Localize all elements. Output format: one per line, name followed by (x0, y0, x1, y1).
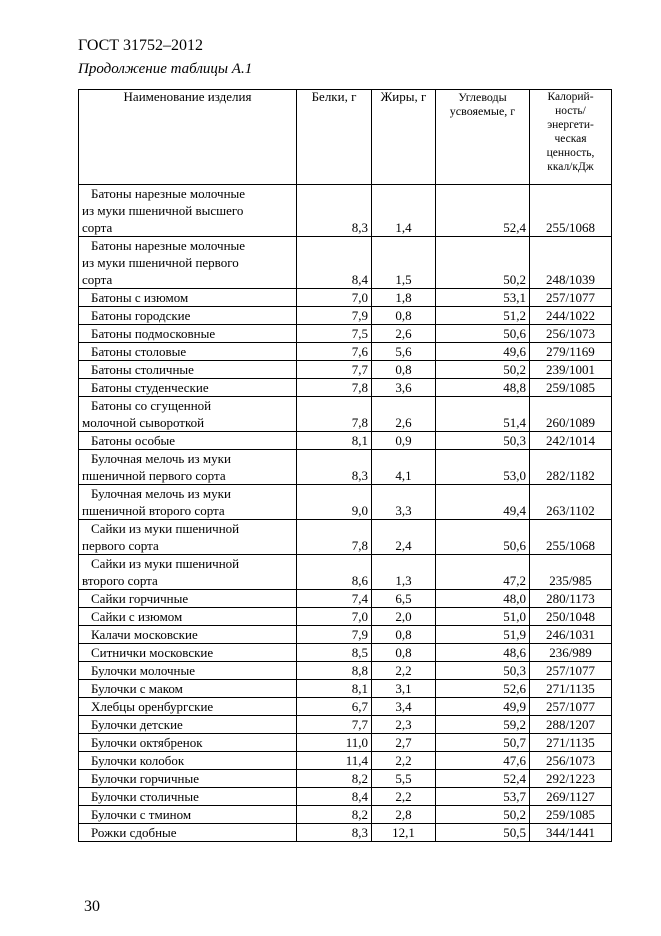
fat-cell: 0,8 (372, 307, 436, 325)
product-name-line: сорта (82, 272, 113, 287)
product-name-line: Батоны городские (91, 308, 191, 323)
table-row (79, 662, 612, 680)
protein-cell: 7,8 (297, 397, 372, 432)
calories-cell: 246/1031 (530, 626, 612, 644)
fat-cell: 1,4 (372, 185, 436, 237)
table-row (79, 485, 612, 520)
protein-cell: 6,7 (297, 698, 372, 716)
calories-cell: 292/1223 (530, 770, 612, 788)
product-name-cell (79, 325, 297, 343)
table-header-row (79, 90, 612, 185)
calories-cell: 344/1441 (530, 824, 612, 842)
table-row (79, 185, 612, 237)
product-name-cell (79, 520, 297, 555)
fat-cell: 2,0 (372, 608, 436, 626)
table-row (79, 644, 612, 662)
carbs-cell: 48,6 (436, 644, 530, 662)
carbs-cell: 48,0 (436, 590, 530, 608)
table-row (79, 806, 612, 824)
fat-cell: 2,7 (372, 734, 436, 752)
protein-cell: 7,7 (297, 716, 372, 734)
product-name-line: Батоны с изюмом (91, 290, 189, 305)
calories-cell: 248/1039 (530, 237, 612, 289)
table-row (79, 608, 612, 626)
product-name-line: Булочки октябренок (91, 735, 203, 750)
protein-cell: 7,6 (297, 343, 372, 361)
table-row (79, 361, 612, 379)
column-header-carbs: Углеводы усвояемые, г (436, 90, 530, 185)
product-name-line: Хлебцы оренбургские (91, 699, 214, 714)
product-name-line: Батоны столовые (91, 344, 187, 359)
fat-cell: 3,1 (372, 680, 436, 698)
product-name-cell (79, 307, 297, 325)
table-row (79, 432, 612, 450)
table-row (79, 343, 612, 361)
protein-cell: 7,9 (297, 626, 372, 644)
protein-cell: 7,0 (297, 289, 372, 307)
product-name-line: Батоны подмосковные (91, 326, 216, 341)
product-name-line: Батоны нарезные молочные (91, 238, 246, 253)
fat-cell: 1,8 (372, 289, 436, 307)
carbs-cell: 50,2 (436, 237, 530, 289)
product-name-cell (79, 752, 297, 770)
table-row (79, 716, 612, 734)
fat-cell: 1,3 (372, 555, 436, 590)
table-row (79, 325, 612, 343)
carbs-cell: 50,3 (436, 662, 530, 680)
carbs-cell: 50,2 (436, 806, 530, 824)
calories-cell: 255/1068 (530, 520, 612, 555)
table-row (79, 734, 612, 752)
product-name-line: Сайки горчичные (91, 591, 189, 606)
calories-cell: 250/1048 (530, 608, 612, 626)
product-name-line: Батоны особые (91, 433, 176, 448)
column-header-calories: Калорий-ность/ энергети-ческая ценность, ккал/кДж (530, 90, 612, 185)
product-name-cell (79, 485, 297, 520)
carbs-cell: 49,6 (436, 343, 530, 361)
carbs-cell: 50,3 (436, 432, 530, 450)
product-name-cell (79, 662, 297, 680)
protein-cell: 7,9 (297, 307, 372, 325)
product-name-cell (79, 289, 297, 307)
fat-cell: 2,2 (372, 752, 436, 770)
protein-cell: 11,0 (297, 734, 372, 752)
fat-cell: 5,5 (372, 770, 436, 788)
protein-cell: 8,1 (297, 680, 372, 698)
protein-cell: 8,3 (297, 824, 372, 842)
calories-cell: 257/1077 (530, 289, 612, 307)
nutrition-table (78, 89, 612, 842)
table-row (79, 237, 612, 289)
carbs-cell: 50,2 (436, 361, 530, 379)
carbs-cell: 49,9 (436, 698, 530, 716)
table-row (79, 698, 612, 716)
calories-cell: 269/1127 (530, 788, 612, 806)
protein-cell: 7,7 (297, 361, 372, 379)
product-name-cell (79, 644, 297, 662)
protein-cell: 7,5 (297, 325, 372, 343)
fat-cell: 3,4 (372, 698, 436, 716)
product-name-cell (79, 680, 297, 698)
fat-cell: 2,3 (372, 716, 436, 734)
fat-cell: 2,6 (372, 325, 436, 343)
page-number: 30 (84, 898, 100, 915)
fat-cell: 0,9 (372, 432, 436, 450)
carbs-cell: 53,7 (436, 788, 530, 806)
protein-cell: 8,5 (297, 644, 372, 662)
fat-cell: 0,8 (372, 361, 436, 379)
protein-cell: 8,2 (297, 770, 372, 788)
fat-cell: 2,4 (372, 520, 436, 555)
product-name-line: Рожки сдобные (91, 825, 177, 840)
product-name-cell (79, 626, 297, 644)
product-name-line: Батоны со сгущенной (91, 398, 212, 413)
table-row (79, 770, 612, 788)
product-name-line: сорта (82, 220, 113, 235)
table-row (79, 752, 612, 770)
product-name-line: второго сорта (82, 573, 158, 588)
product-name-line: Булочки детские (91, 717, 183, 732)
product-name-line: Булочки молочные (91, 663, 195, 678)
table-row (79, 590, 612, 608)
carbs-cell: 47,2 (436, 555, 530, 590)
calories-cell: 255/1068 (530, 185, 612, 237)
calories-cell: 242/1014 (530, 432, 612, 450)
calories-cell: 244/1022 (530, 307, 612, 325)
fat-cell: 0,8 (372, 644, 436, 662)
protein-cell: 9,0 (297, 485, 372, 520)
product-name-line: Батоны столичные (91, 362, 194, 377)
carbs-cell: 52,6 (436, 680, 530, 698)
carbs-cell: 59,2 (436, 716, 530, 734)
product-name-line: Булочки с тмином (91, 807, 192, 822)
column-header-name: Наименование изделия (79, 90, 297, 185)
carbs-cell: 51,9 (436, 626, 530, 644)
table-row (79, 788, 612, 806)
protein-cell: 7,8 (297, 379, 372, 397)
calories-cell: 257/1077 (530, 698, 612, 716)
protein-cell: 8,6 (297, 555, 372, 590)
table-row (79, 450, 612, 485)
protein-cell: 8,2 (297, 806, 372, 824)
protein-cell: 7,4 (297, 590, 372, 608)
calories-cell: 288/1207 (530, 716, 612, 734)
protein-cell: 8,1 (297, 432, 372, 450)
protein-cell: 8,4 (297, 237, 372, 289)
product-name-line: Батоны нарезные молочные (91, 186, 246, 201)
table-row (79, 397, 612, 432)
carbs-cell: 50,6 (436, 325, 530, 343)
table-row (79, 379, 612, 397)
calories-cell: 263/1102 (530, 485, 612, 520)
product-name-line: из муки пшеничной высшего (82, 203, 244, 218)
product-name-line: Ситнички московские (91, 645, 214, 660)
product-name-line: Сайки из муки пшеничной (91, 521, 240, 536)
carbs-cell: 51,2 (436, 307, 530, 325)
product-name-line: Калачи московские (91, 627, 198, 642)
fat-cell: 1,5 (372, 237, 436, 289)
product-name-cell (79, 450, 297, 485)
product-name-line: Булочки колобок (91, 753, 185, 768)
product-name-cell (79, 397, 297, 432)
product-name-cell (79, 237, 297, 289)
product-name-cell (79, 379, 297, 397)
fat-cell: 5,6 (372, 343, 436, 361)
table-row (79, 520, 612, 555)
fat-cell: 4,1 (372, 450, 436, 485)
table-row (79, 680, 612, 698)
calories-cell: 282/1182 (530, 450, 612, 485)
product-name-line: Булочки столичные (91, 789, 199, 804)
product-name-cell (79, 734, 297, 752)
fat-cell: 6,5 (372, 590, 436, 608)
product-name-cell (79, 343, 297, 361)
calories-cell: 271/1135 (530, 734, 612, 752)
calories-cell: 257/1077 (530, 662, 612, 680)
carbs-cell: 52,4 (436, 185, 530, 237)
protein-cell: 7,8 (297, 520, 372, 555)
fat-cell: 2,2 (372, 662, 436, 680)
product-name-cell (79, 608, 297, 626)
carbs-cell: 53,1 (436, 289, 530, 307)
product-name-line: Булочки с маком (91, 681, 183, 696)
product-name-line: Булочная мелочь из муки (91, 451, 231, 466)
product-name-line: пшеничной первого сорта (82, 468, 226, 483)
fat-cell: 2,6 (372, 397, 436, 432)
table-row (79, 824, 612, 842)
product-name-line: Сайки с изюмом (91, 609, 183, 624)
product-name-cell (79, 806, 297, 824)
protein-cell: 8,3 (297, 185, 372, 237)
product-name-line: молочной сывороткой (82, 415, 205, 430)
calories-cell: 271/1135 (530, 680, 612, 698)
calories-cell: 236/989 (530, 644, 612, 662)
protein-cell: 7,0 (297, 608, 372, 626)
product-name-cell (79, 770, 297, 788)
product-name-cell (79, 555, 297, 590)
table-row (79, 307, 612, 325)
table-body (79, 185, 612, 842)
product-name-line: Булочки горчичные (91, 771, 199, 786)
product-name-cell (79, 185, 297, 237)
calories-cell: 279/1169 (530, 343, 612, 361)
calories-cell: 235/985 (530, 555, 612, 590)
table-row (79, 289, 612, 307)
product-name-line: пшеничной второго сорта (82, 503, 225, 518)
carbs-cell: 50,6 (436, 520, 530, 555)
calories-cell: 259/1085 (530, 806, 612, 824)
product-name-cell (79, 698, 297, 716)
fat-cell: 12,1 (372, 824, 436, 842)
fat-cell: 0,8 (372, 626, 436, 644)
carbs-cell: 49,4 (436, 485, 530, 520)
carbs-cell: 51,0 (436, 608, 530, 626)
protein-cell: 8,3 (297, 450, 372, 485)
calories-cell: 259/1085 (530, 379, 612, 397)
product-name-line: Батоны студенческие (91, 380, 209, 395)
table-row (79, 555, 612, 590)
fat-cell: 2,8 (372, 806, 436, 824)
column-header-fat: Жиры, г (372, 90, 436, 185)
carbs-cell: 51,4 (436, 397, 530, 432)
carbs-cell: 47,6 (436, 752, 530, 770)
product-name-cell (79, 590, 297, 608)
calories-cell: 280/1173 (530, 590, 612, 608)
carbs-cell: 48,8 (436, 379, 530, 397)
fat-cell: 3,6 (372, 379, 436, 397)
table-continuation-caption: Продолжение таблицы А.1 (78, 61, 253, 77)
product-name-line: Сайки из муки пшеничной (91, 556, 240, 571)
calories-cell: 239/1001 (530, 361, 612, 379)
product-name-line: первого сорта (82, 538, 159, 553)
protein-cell: 8,4 (297, 788, 372, 806)
product-name-line: из муки пшеничной первого (82, 255, 239, 270)
table-row (79, 626, 612, 644)
product-name-cell (79, 432, 297, 450)
calories-cell: 260/1089 (530, 397, 612, 432)
carbs-cell: 53,0 (436, 450, 530, 485)
product-name-cell (79, 361, 297, 379)
protein-cell: 11,4 (297, 752, 372, 770)
product-name-cell (79, 824, 297, 842)
protein-cell: 8,8 (297, 662, 372, 680)
carbs-cell: 50,7 (436, 734, 530, 752)
product-name-cell (79, 716, 297, 734)
carbs-cell: 50,5 (436, 824, 530, 842)
carbs-cell: 52,4 (436, 770, 530, 788)
standard-number: ГОСТ 31752–2012 (78, 37, 204, 54)
fat-cell: 2,2 (372, 788, 436, 806)
calories-cell: 256/1073 (530, 752, 612, 770)
column-header-protein: Белки, г (297, 90, 372, 185)
product-name-line: Булочная мелочь из муки (91, 486, 231, 501)
calories-cell: 256/1073 (530, 325, 612, 343)
fat-cell: 3,3 (372, 485, 436, 520)
product-name-cell (79, 788, 297, 806)
